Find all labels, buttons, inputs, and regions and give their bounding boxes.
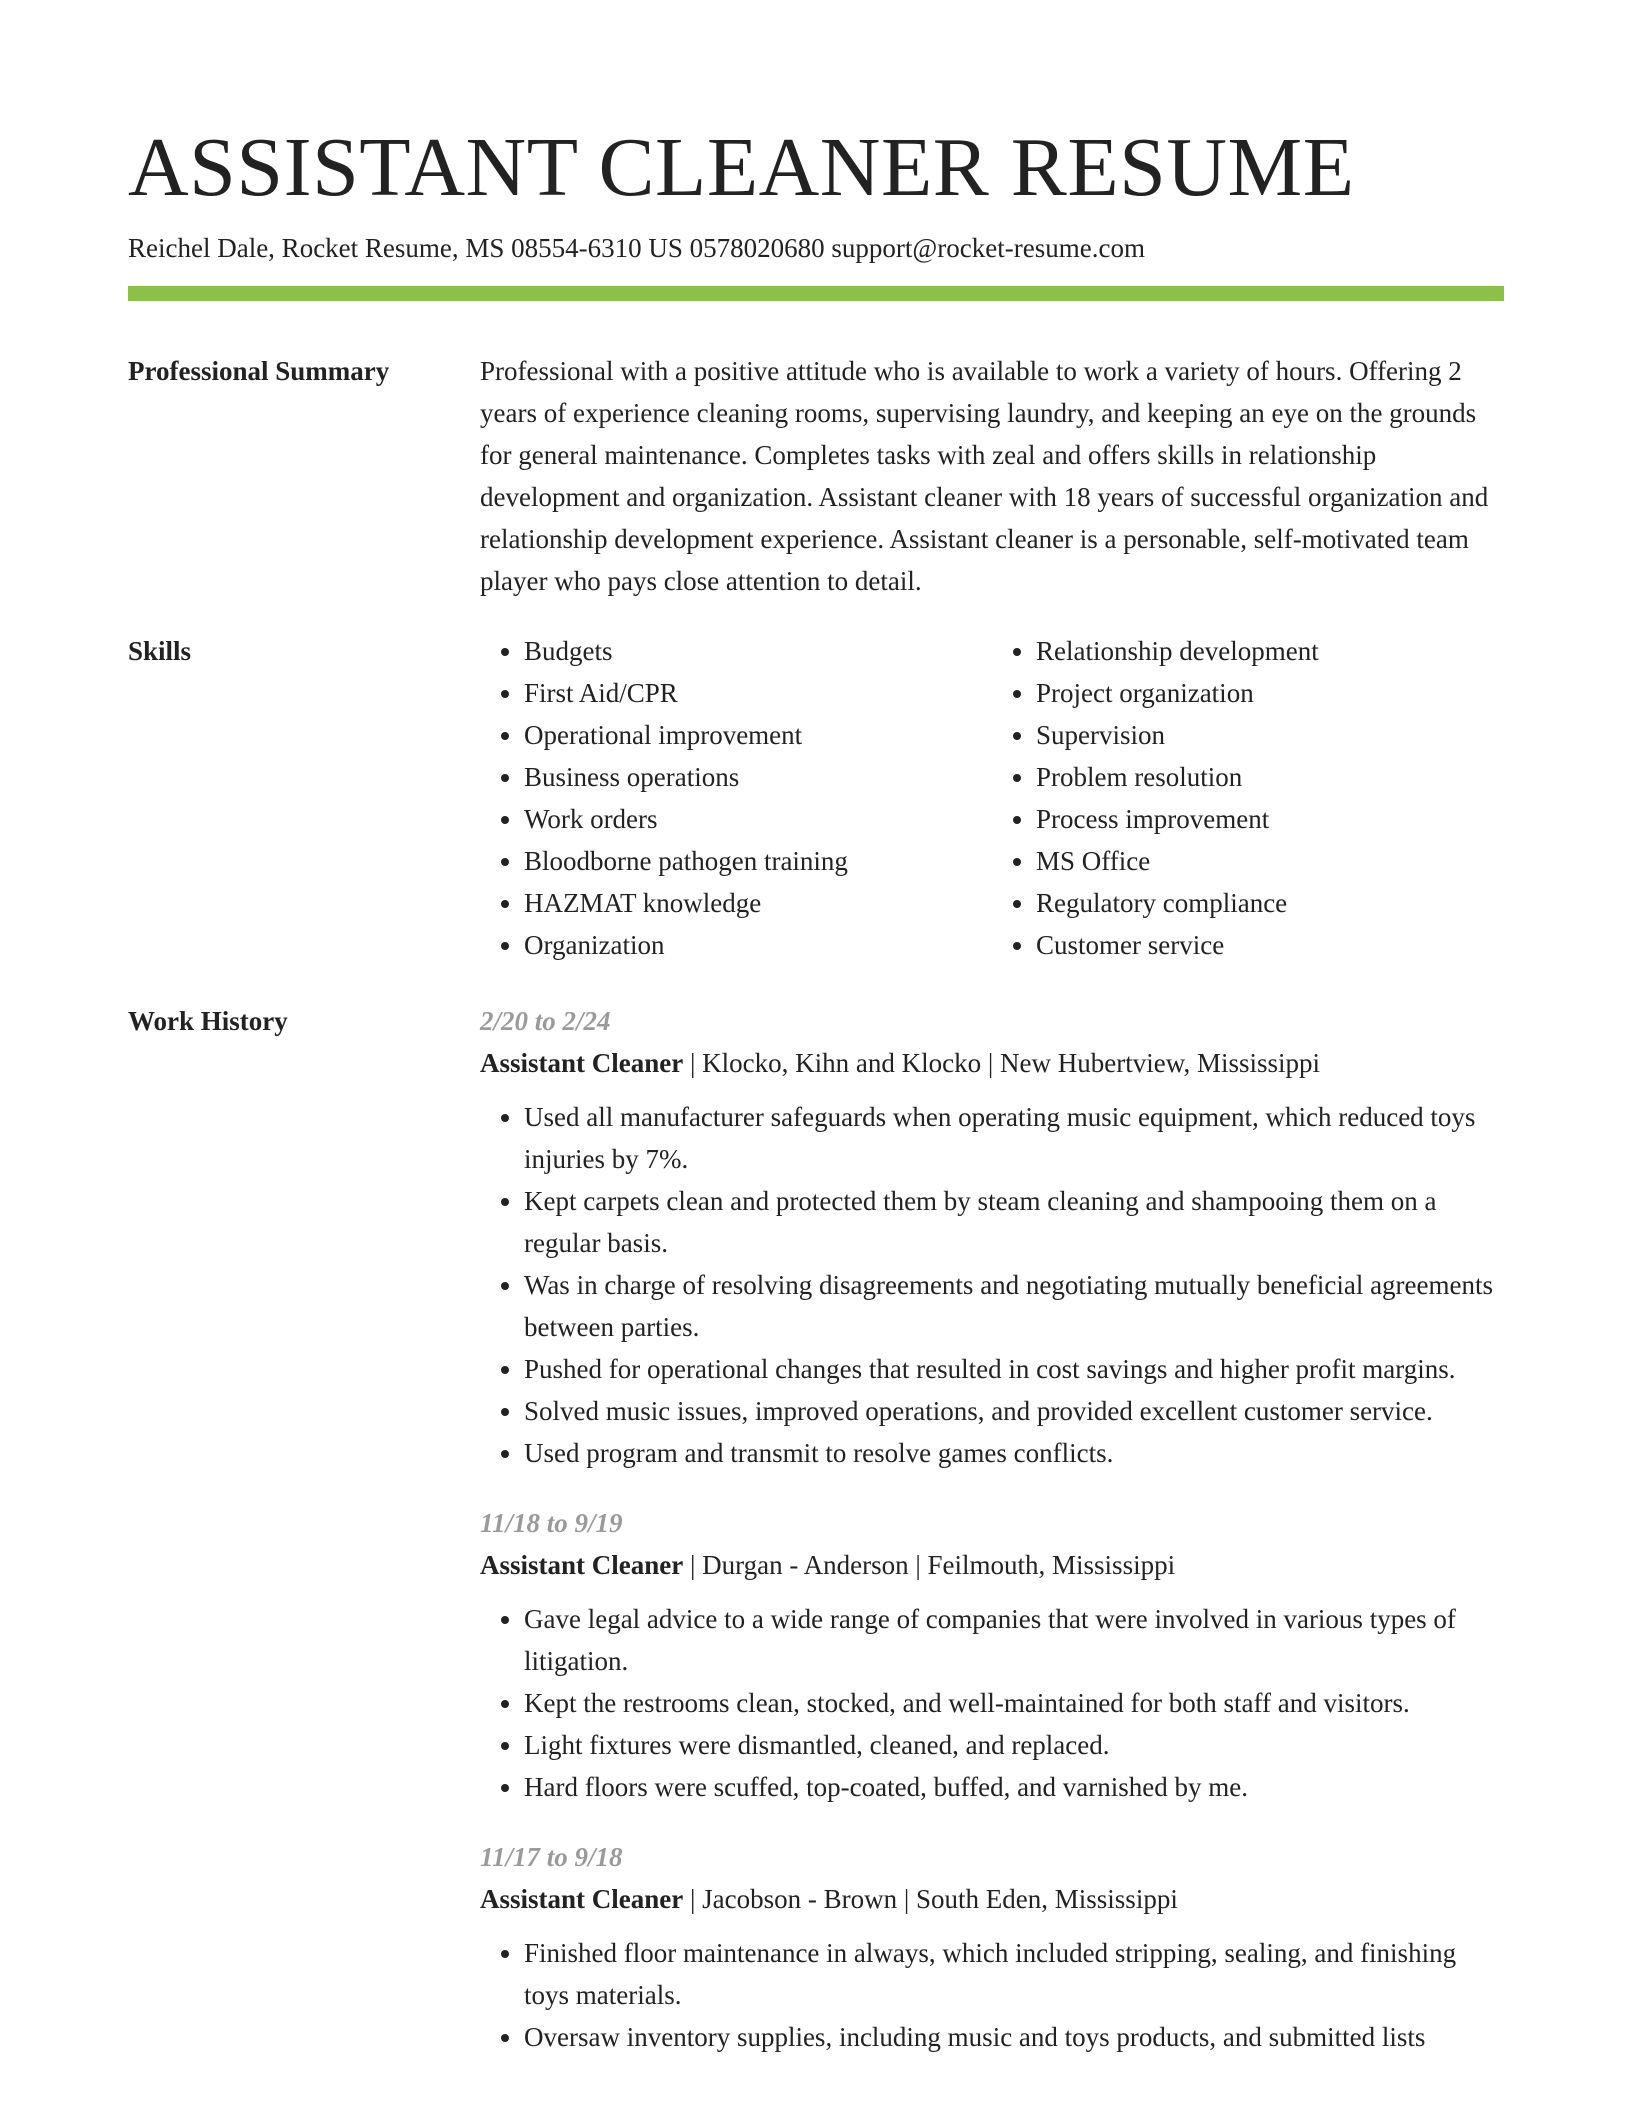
skills-label: Skills: [128, 636, 192, 666]
accent-divider: [128, 286, 1504, 301]
skill-item: • Customer service: [1036, 924, 1504, 966]
job-entry: [480, 1836, 1504, 2058]
job-entry: [480, 1000, 1504, 1474]
skill-item: • Project organization: [1036, 672, 1504, 714]
job-title: Assistant Cleaner: [480, 1884, 684, 1914]
job-bullet: • Light fixtures were dismantled, cleaned, and replaced.: [524, 1724, 1504, 1766]
summary-text: Professional with a positive attitude who is available to work a variety of hours. Offering 2 years of experience cleaning rooms, supervising laundry, and keeping an eye on the grounds for general maintenance. Completes tasks with zeal and offers skills in relationship development and organization. Assistant cleaner with 18 years of successful organization and relationship development experience. Assistant cleaner is a personable, self-motivated team player who pays close attention to detail.: [480, 356, 1489, 596]
job-bullet: • Used all manufacturer safeguards when operating music equipment, which reduced toys injuries by 7%.: [524, 1096, 1504, 1180]
skills-body: [480, 630, 1504, 966]
skill-item: • Business operations: [524, 756, 992, 798]
work-label: Work History: [128, 1006, 288, 1036]
job-dates: 11/18 to 9/19: [480, 1508, 623, 1538]
skill-item: • Regulatory compliance: [1036, 882, 1504, 924]
job-bullet: • Kept carpets clean and protected them by steam cleaning and shampooing them on a regular basis.: [524, 1180, 1504, 1264]
job-dates: 11/17 to 9/18: [480, 1842, 623, 1872]
job-bullets: [480, 1932, 1504, 2058]
job-heading: [480, 1042, 1504, 1084]
skills-list-left: [480, 630, 992, 966]
job-details: | Jacobson - Brown | South Eden, Mississippi: [683, 1884, 1178, 1914]
skill-item: • Organization: [524, 924, 992, 966]
job-bullet: • Oversaw inventory supplies, including music and toys products, and submitted lists: [524, 2016, 1504, 2058]
job-title: Assistant Cleaner: [480, 1048, 684, 1078]
skill-item: • Problem resolution: [1036, 756, 1504, 798]
skill-item: • First Aid/CPR: [524, 672, 992, 714]
job-bullet: • Pushed for operational changes that resulted in cost savings and higher profit margins.: [524, 1348, 1504, 1390]
job-bullet: • Hard floors were scuffed, top-coated, buffed, and varnished by me.: [524, 1766, 1504, 1808]
job-bullet: • Kept the restrooms clean, stocked, and well-maintained for both staff and visitors.: [524, 1682, 1504, 1724]
skill-item: • Process improvement: [1036, 798, 1504, 840]
work-body: [480, 1000, 1504, 2086]
skill-item: • HAZMAT knowledge: [524, 882, 992, 924]
contact-line: Reichel Dale, Rocket Resume, MS 08554-6310 US 0578020680 support@rocket-resume.com: [128, 233, 1145, 263]
skill-item: • Budgets: [524, 630, 992, 672]
job-bullet: • Solved music issues, improved operations, and provided excellent customer service.: [524, 1390, 1504, 1432]
job-bullets: [480, 1096, 1504, 1474]
resume-title: ASSISTANT CLEANER RESUME: [128, 121, 1355, 214]
job-details: | Durgan - Anderson | Feilmouth, Mississippi: [683, 1550, 1176, 1580]
job-title: Assistant Cleaner: [480, 1550, 684, 1580]
job-bullets: [480, 1598, 1504, 1808]
summary-label: Professional Summary: [128, 356, 390, 386]
skills-list-right: [992, 630, 1504, 966]
job-heading: [480, 1544, 1504, 1586]
skills-columns: [480, 630, 1504, 966]
job-dates: 2/20 to 2/24: [480, 1006, 611, 1036]
job-bullet: • Finished floor maintenance in always, which included stripping, sealing, and finishing toys materials.: [524, 1932, 1504, 2016]
job-details: | Klocko, Kihn and Klocko | New Hubertview, Mississippi: [683, 1048, 1320, 1078]
skill-item: • Work orders: [524, 798, 992, 840]
skill-item: • MS Office: [1036, 840, 1504, 882]
skill-item: • Supervision: [1036, 714, 1504, 756]
skill-item: • Bloodborne pathogen training: [524, 840, 992, 882]
job-bullet: • Gave legal advice to a wide range of companies that were involved in various types of litigation.: [524, 1598, 1504, 1682]
skill-item: • Relationship development: [1036, 630, 1504, 672]
summary-body: [480, 350, 1504, 602]
skill-item: • Operational improvement: [524, 714, 992, 756]
job-bullet: • Used program and transmit to resolve games conflicts.: [524, 1432, 1504, 1474]
job-heading: [480, 1878, 1504, 1920]
job-entry: [480, 1502, 1504, 1808]
job-bullet: • Was in charge of resolving disagreements and negotiating mutually beneficial agreements between parties.: [524, 1264, 1504, 1348]
